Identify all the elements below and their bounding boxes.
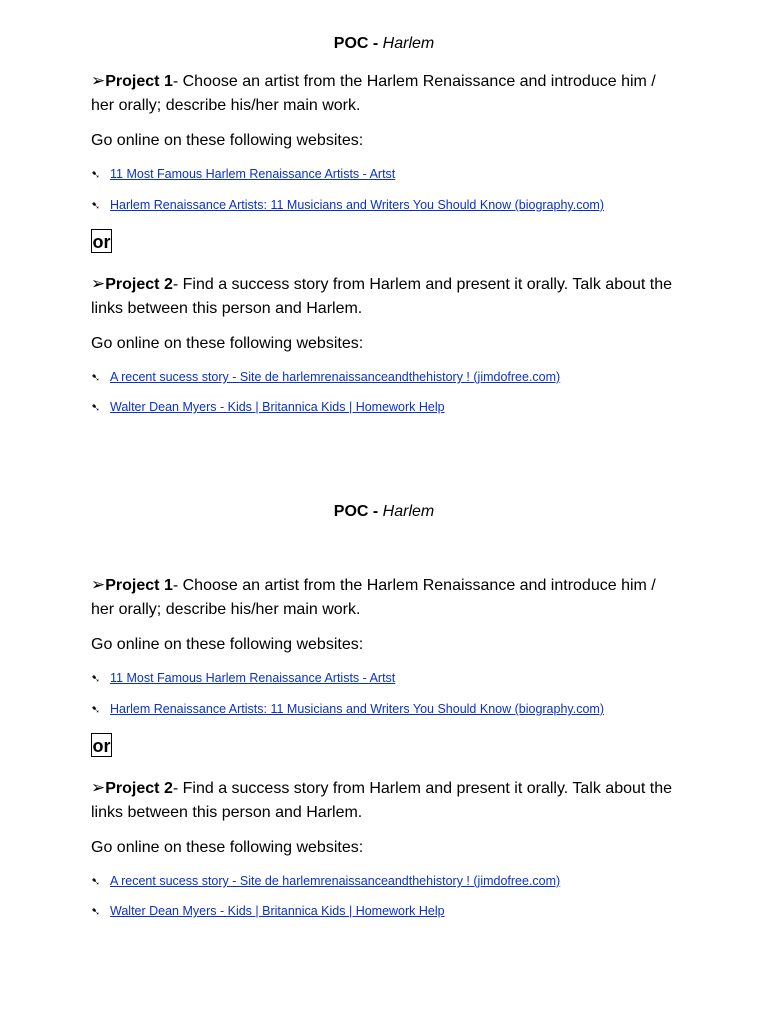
- link-walter-dean-myers[interactable]: Walter Dean Myers - Kids | Britannica Kids | Homework Help: [110, 400, 445, 414]
- link-bullet-icon: ➷: [91, 372, 101, 384]
- link-famous-artists[interactable]: 11 Most Famous Harlem Renaissance Artists - Artst: [110, 167, 396, 181]
- or-label: or: [91, 229, 112, 253]
- project-2-label: Project 2: [105, 780, 173, 797]
- link-bullet-icon: ➷: [91, 906, 101, 918]
- link-row: [91, 196, 604, 214]
- link-bullet-icon: ➷: [91, 200, 101, 212]
- project-2-text: - Find a success story from Harlem and present it orally. Talk about the links between this person and Harlem.: [91, 276, 673, 317]
- link-biography-artists[interactable]: Harlem Renaissance Artists: 11 Musicians and Writers You Should Know (biography.com): [110, 702, 604, 716]
- title-name: Harlem: [382, 35, 435, 52]
- link-biography-artists[interactable]: Harlem Renaissance Artists: 11 Musicians and Writers You Should Know (biography.com): [110, 198, 604, 212]
- link-bullet-icon: ➷: [91, 704, 101, 716]
- go-online-text: Go online on these following websites:: [91, 636, 364, 653]
- page-title: [0, 34, 768, 54]
- link-row: [91, 902, 445, 920]
- project-2-paragraph: [91, 776, 681, 825]
- project-2-paragraph: [91, 272, 681, 321]
- link-row: [91, 165, 395, 183]
- or-label: or: [91, 733, 112, 757]
- title-prefix: POC -: [333, 35, 379, 52]
- arrow-icon: ➢: [91, 575, 106, 594]
- project-1-text: - Choose an artist from the Harlem Renaissance and introduce him / her orally; describe his/her main work.: [91, 577, 656, 618]
- link-bullet-icon: ➷: [91, 876, 101, 888]
- project-2-label: Project 2: [105, 276, 173, 293]
- go-online-text: Go online on these following websites:: [91, 335, 364, 352]
- title-prefix: POC -: [333, 503, 379, 520]
- link-bullet-icon: ➷: [91, 402, 101, 414]
- link-famous-artists[interactable]: 11 Most Famous Harlem Renaissance Artists - Artst: [110, 671, 396, 685]
- title-name: Harlem: [382, 503, 435, 520]
- link-walter-dean-myers[interactable]: Walter Dean Myers - Kids | Britannica Kids | Homework Help: [110, 904, 445, 918]
- link-bullet-icon: ➷: [91, 673, 101, 685]
- arrow-icon: ➢: [91, 778, 106, 797]
- project-1-label: Project 1: [105, 577, 173, 594]
- link-row: [91, 700, 604, 718]
- project-2-text: - Find a success story from Harlem and present it orally. Talk about the links between this person and Harlem.: [91, 780, 673, 821]
- project-1-paragraph: [91, 69, 681, 118]
- link-row: [91, 669, 395, 687]
- link-bullet-icon: ➷: [91, 169, 101, 181]
- arrow-icon: ➢: [91, 274, 106, 293]
- link-row: [91, 398, 445, 416]
- link-row: [91, 368, 560, 386]
- link-row: [91, 872, 560, 890]
- page-title: [0, 502, 768, 522]
- arrow-icon: ➢: [91, 71, 106, 90]
- link-success-story[interactable]: A recent sucess story - Site de harlemrenaissanceandthehistory ! (jimdofree.com): [110, 370, 561, 384]
- project-1-text: - Choose an artist from the Harlem Renaissance and introduce him / her orally; describe his/her main work.: [91, 73, 656, 114]
- go-online-text: Go online on these following websites:: [91, 132, 364, 149]
- project-1-paragraph: [91, 573, 681, 622]
- project-1-label: Project 1: [105, 73, 173, 90]
- link-success-story[interactable]: A recent sucess story - Site de harlemrenaissanceandthehistory ! (jimdofree.com): [110, 874, 561, 888]
- go-online-text: Go online on these following websites:: [91, 839, 364, 856]
